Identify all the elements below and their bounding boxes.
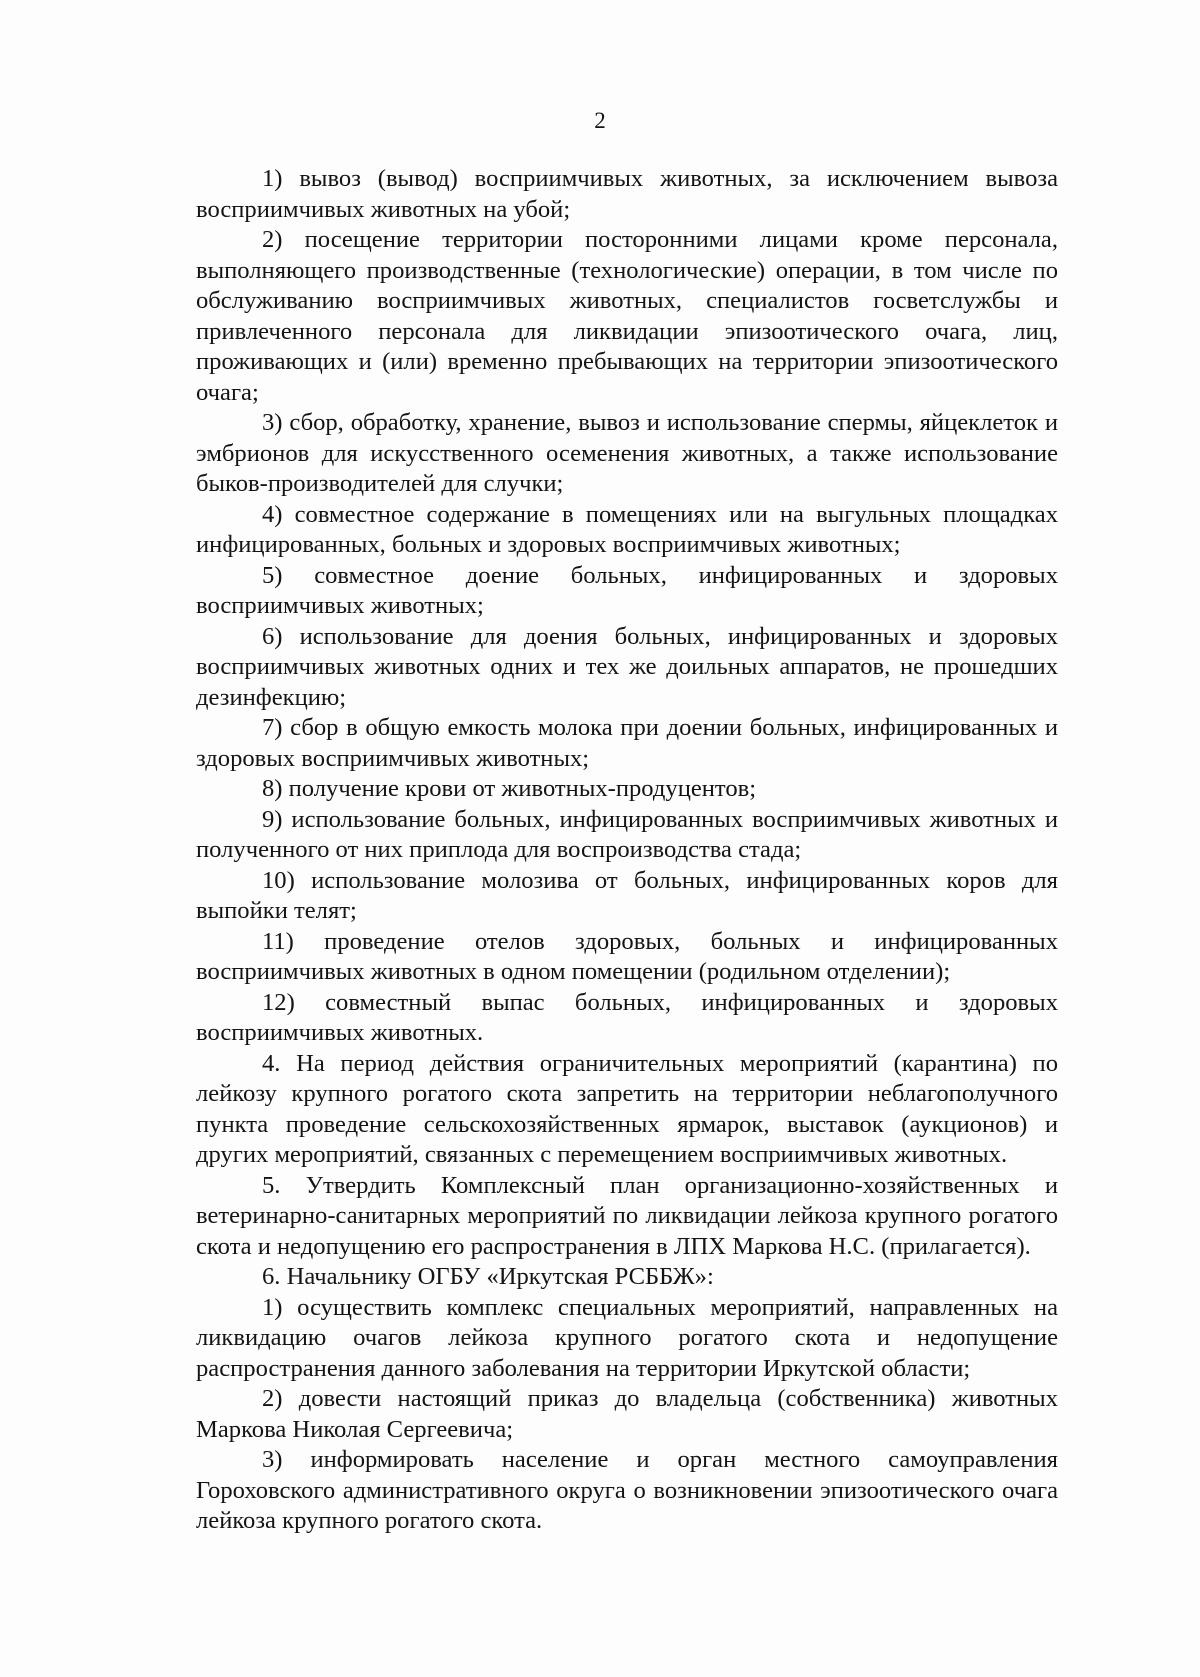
list-item-8: 8) получение крови от животных-продуцентов; bbox=[262, 775, 757, 802]
document-body bbox=[196, 164, 1058, 1537]
section-5-paragraph: 5. Утвердить Комплексный план организационно-хозяйственных и ветеринарно-санитарных мероприятий по ликвидации лейкоза крупного рогатого скота и недопущению его распространения в ЛПХ Маркова Н.С. (прилагается). bbox=[196, 1171, 1058, 1260]
list-item-11: 11) проведение отелов здоровых, больных и инфицированных восприимчивых животных в одном помещении (родильном отделении); bbox=[196, 927, 1058, 985]
section-6-heading: 6. Начальнику ОГБУ «Иркутская РСББЖ»: bbox=[262, 1263, 714, 1290]
section-6-item-2: 2) довести настоящий приказ до владельца (собственника) животных Маркова Николая Сергеевича; bbox=[196, 1385, 1058, 1443]
list-item-3: 3) сбор, обработку, хранение, вывоз и использование спермы, яйцеклеток и эмбрионов для искусственного осеменения животных, а также использование быков-производителей для случки; bbox=[196, 409, 1058, 497]
list-item-10: 10) использование молозива от больных, инфицированных коров для выпойки телят; bbox=[196, 866, 1058, 924]
list-item-6: 6) использование для доения больных, инфицированных и здоровых восприимчивых животных одних и тех же доильных аппаратов, не прошедших дезинфекцию; bbox=[196, 622, 1058, 711]
list-item-2: 2) посещение территории посторонними лицами кроме персонала, выполняющего производственные (технологические) операции, в том числе по обслуживанию восприимчивых животных, специалистов госветслужбы и привлеченного персонала для ликвидации эпизоотического очага, лиц, проживающих и (или) временно пребывающих на территории эпизоотического очага; bbox=[196, 226, 1058, 406]
list-item-4: 4) совместное содержание в помещениях или на выгульных площадках инфицированных, больных и здоровых восприимчивых животных; bbox=[196, 500, 1058, 558]
list-item-12: 12) совместный выпас больных, инфицированных и здоровых восприимчивых животных. bbox=[196, 988, 1058, 1046]
section-6-item-3: 3) информировать население и орган местного самоуправления Гороховского административного округа о возникновении эпизоотического очага лейкоза крупного рогатого скота. bbox=[196, 1446, 1058, 1534]
section-6-item-1: 1) осуществить комплекс специальных мероприятий, направленных на ликвидацию очагов лейкоза крупного рогатого скота и недопущение распространения данного заболевания на территории Иркутской области; bbox=[196, 1293, 1058, 1382]
section-4-paragraph: 4. На период действия ограничительных мероприятий (карантина) по лейкозу крупного рогатого скота запретить на территории неблагополучного пункта проведение сельскохозяйственных ярмарок, выставок (аукционов) и других мероприятий, связанных с перемещением восприимчивых животных. bbox=[196, 1049, 1058, 1168]
list-item-7: 7) сбор в общую емкость молока при доении больных, инфицированных и здоровых восприимчивых животных; bbox=[196, 714, 1058, 772]
list-item-9: 9) использование больных, инфицированных восприимчивых животных и полученного от них приплода для воспроизводства стада; bbox=[196, 805, 1058, 863]
list-item-5: 5) совместное доение больных, инфицированных и здоровых восприимчивых животных; bbox=[196, 561, 1058, 619]
page-number: 2 bbox=[594, 108, 606, 133]
list-item-1: 1) вывоз (вывод) восприимчивых животных, за исключением вывоза восприимчивых животных на убой; bbox=[196, 165, 1058, 223]
